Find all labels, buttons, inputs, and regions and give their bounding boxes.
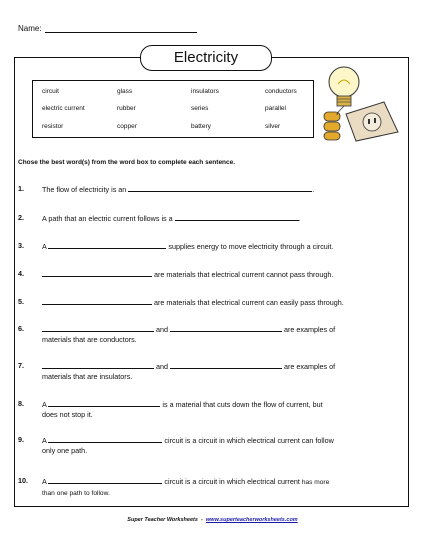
- question-text: A: [42, 477, 47, 486]
- word-box: [32, 80, 314, 138]
- question-text: materials that are insulators.: [42, 372, 133, 381]
- question-text: A path that an electric current follows is a: [42, 214, 173, 223]
- question-text: than one path to follow.: [42, 490, 110, 497]
- question-text: are examples of: [284, 362, 336, 371]
- word-item: battery: [191, 123, 211, 130]
- word-item: conductors: [265, 88, 297, 95]
- question-text: only one path.: [42, 446, 88, 455]
- answer-blank[interactable]: [42, 297, 152, 305]
- word-item: series: [191, 105, 209, 112]
- answer-blank[interactable]: [128, 184, 315, 194]
- word-item: circuit: [42, 88, 59, 95]
- footer: [0, 517, 425, 523]
- answer-blank[interactable]: [42, 269, 152, 277]
- question-number: 7.: [18, 361, 24, 370]
- footer-brand: Super Teacher Worksheets: [127, 517, 198, 523]
- battery-icon: [324, 112, 340, 140]
- question-text: are materials that electrical current cannot pass through.: [154, 270, 334, 279]
- lightbulb-icon: [329, 67, 359, 106]
- question-number: 1.: [18, 184, 24, 193]
- word-item: rubber: [117, 105, 136, 112]
- word-item: silver: [265, 123, 281, 130]
- question-number: 5.: [18, 297, 24, 306]
- question-number: 10.: [18, 476, 28, 485]
- question-number: 2.: [18, 213, 24, 222]
- question-number: 4.: [18, 269, 24, 278]
- question-text: does not stop it.: [42, 410, 93, 419]
- question-text: materials that are conductors.: [42, 335, 137, 344]
- question-number: 8.: [18, 399, 24, 408]
- question-text: A: [42, 436, 47, 445]
- wire-icon: [337, 106, 344, 114]
- question-number: 6.: [18, 324, 24, 333]
- answer-blank[interactable]: [175, 213, 299, 221]
- question-number: 9.: [18, 435, 24, 444]
- question-text: circuit is a circuit in which electrical current: [164, 477, 300, 486]
- footer-link[interactable]: www.superteacherworksheets.com: [205, 517, 298, 523]
- answer-blank[interactable]: [170, 324, 282, 332]
- name-field: [18, 24, 197, 33]
- question-text: supplies energy to move electricity through a circuit.: [168, 242, 334, 251]
- answer-blank[interactable]: [48, 241, 166, 249]
- word-item: insulators: [191, 88, 219, 95]
- answer-blank[interactable]: [48, 435, 162, 443]
- answer-blank[interactable]: [42, 361, 154, 369]
- question-text: .: [298, 214, 301, 223]
- question-number: 3.: [18, 241, 24, 250]
- word-item: copper: [117, 123, 137, 130]
- word-item: electric current: [42, 105, 85, 112]
- question-text: A: [42, 242, 47, 251]
- question-text: A: [42, 400, 47, 409]
- question-text: are materials that electrical current can easily pass through.: [154, 298, 344, 307]
- word-item: parallel: [265, 105, 286, 112]
- answer-blank[interactable]: [48, 476, 162, 484]
- question-text: circuit is a circuit in which electrical current can follow: [164, 436, 334, 445]
- word-item: resistor: [42, 123, 64, 130]
- page-title: Electricity: [140, 45, 272, 71]
- footer-separator: -: [200, 517, 203, 523]
- outlet-icon: [346, 102, 398, 141]
- question-text: The flow of electricity is an: [42, 185, 127, 194]
- lightbulb-outlet-illustration: [322, 62, 400, 142]
- question-text: is a material that cuts down the flow of current, but: [162, 400, 323, 409]
- word-item: glass: [117, 88, 133, 95]
- answer-blank[interactable]: [42, 324, 154, 332]
- question-text: are examples of: [284, 325, 336, 334]
- instructions: Chose the best word(s) from the word box to complete each sentence.: [18, 159, 236, 166]
- name-line[interactable]: [45, 24, 197, 33]
- question-text: and: [156, 325, 168, 334]
- answer-blank[interactable]: [170, 361, 282, 369]
- question-text: has more: [301, 479, 330, 486]
- question-text: .: [312, 185, 315, 194]
- question-text: and: [156, 362, 168, 371]
- answer-blank[interactable]: [48, 399, 160, 407]
- name-label: Name:: [18, 24, 42, 33]
